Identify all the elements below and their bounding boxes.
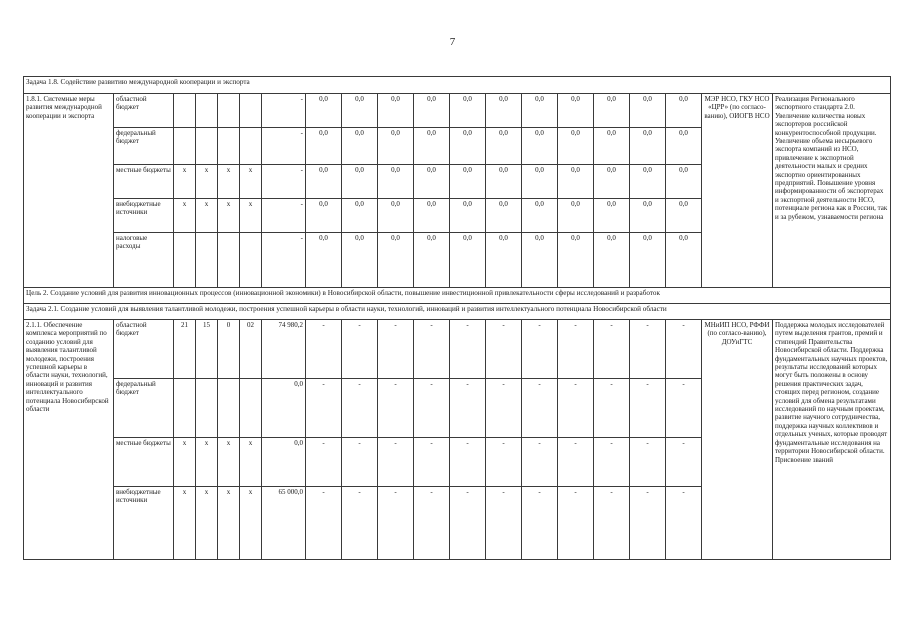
total-cell: -: [262, 128, 306, 165]
year-value-cell: -: [522, 487, 558, 560]
year-value-cell: 0,0: [558, 128, 594, 165]
budget-code-cell: [240, 233, 262, 288]
year-value-cell: 0,0: [594, 233, 630, 288]
year-value-cell: 0,0: [306, 128, 342, 165]
program-table: [23, 76, 891, 560]
table-row: [24, 320, 891, 379]
budget-code-cell: x: [218, 438, 240, 487]
year-value-cell: -: [630, 487, 666, 560]
year-value-cell: 0,0: [594, 199, 630, 233]
page-number: 7: [449, 36, 456, 48]
year-value-cell: 0,0: [450, 94, 486, 128]
year-value-cell: -: [306, 487, 342, 560]
year-value-cell: -: [558, 379, 594, 438]
year-value-cell: 0,0: [378, 94, 414, 128]
task-heading: Задача 1.8. Содействие развитию международной кооперации и экспорта: [24, 77, 891, 94]
year-value-cell: 0,0: [378, 165, 414, 199]
year-value-cell: 0,0: [378, 128, 414, 165]
budget-code-cell: x: [196, 487, 218, 560]
year-value-cell: -: [522, 438, 558, 487]
year-value-cell: 0,0: [414, 128, 450, 165]
year-value-cell: 0,0: [450, 165, 486, 199]
year-value-cell: -: [594, 379, 630, 438]
year-value-cell: -: [342, 438, 378, 487]
year-value-cell: 0,0: [342, 233, 378, 288]
budget-code-cell: x: [174, 438, 196, 487]
year-value-cell: 0,0: [522, 233, 558, 288]
year-value-cell: 0,0: [306, 199, 342, 233]
year-value-cell: 0,0: [558, 233, 594, 288]
year-value-cell: 0,0: [666, 94, 702, 128]
budget-code-cell: x: [240, 438, 262, 487]
year-value-cell: 0,0: [486, 94, 522, 128]
year-value-cell: 0,0: [630, 233, 666, 288]
budget-code-cell: x: [174, 487, 196, 560]
year-value-cell: -: [486, 487, 522, 560]
year-value-cell: -: [486, 379, 522, 438]
budget-code-cell: [240, 379, 262, 438]
year-value-cell: -: [450, 487, 486, 560]
budget-code-cell: 02: [240, 320, 262, 379]
budget-code-cell: [240, 128, 262, 165]
year-value-cell: -: [522, 320, 558, 379]
year-value-cell: -: [306, 379, 342, 438]
budget-code-cell: [174, 233, 196, 288]
task-heading-row: [24, 304, 891, 320]
year-value-cell: 0,0: [450, 128, 486, 165]
budget-code-cell: 21: [174, 320, 196, 379]
total-cell: 0,0: [262, 379, 306, 438]
measure-name: 1.8.1. Системные меры развития международной кооперации и экспорта: [24, 94, 114, 288]
year-value-cell: 0,0: [558, 165, 594, 199]
budget-code-cell: [196, 94, 218, 128]
year-value-cell: -: [558, 320, 594, 379]
year-value-cell: 0,0: [486, 199, 522, 233]
year-value-cell: 0,0: [594, 94, 630, 128]
year-value-cell: -: [450, 379, 486, 438]
expected-result-cell: Реализация Регионального экспортного стандарта 2.0. Увеличение количества новых экспортеров российской конкурентоспособной продукции. Увеличение объема несырьевого экспорта компаний из НСО, привлечение к экспортной деятельности малых и средних экспортно ориентированных предприятий. Повышение уровня информированности об экспортерах и экспортной деятельности НСО, потенциале региона как в России, так и за рубежом, узнаваемости региона: [773, 94, 891, 288]
budget-code-cell: x: [240, 165, 262, 199]
measure-name: 2.1.1. Обеспечение комплекса мероприятий по созданию условий для выявления талантливой молодежи, построения успешной карьеры в области науки, технологий, инноваций и развития интеллектуального потенциала Новосибирской области: [24, 320, 114, 560]
year-value-cell: -: [630, 320, 666, 379]
budget-code-cell: x: [240, 199, 262, 233]
funding-source: местные бюджеты: [114, 165, 174, 199]
expected-result-cell: Поддержка молодых исследователей путем выделения грантов, премий и стипендий Правительства Новосибирской области. Поддержка фундаментальных научных проектов, результаты исследований которых могут быть положены в основу решения практических задач, стоящих перед регионом, создание условий для обмена результатами исследований по научным проектам, развитие научного сотрудничества, поддержка научных коллективов и отдельных ученых, которые проводят фундаментальные исследования на территории Новосибирской области. Присвоение званий: [773, 320, 891, 560]
year-value-cell: -: [630, 438, 666, 487]
total-cell: 74 980,2: [262, 320, 306, 379]
funding-source: внебюджетные источники: [114, 199, 174, 233]
year-value-cell: -: [450, 438, 486, 487]
budget-code-cell: [240, 94, 262, 128]
budget-code-cell: x: [196, 438, 218, 487]
year-value-cell: -: [594, 487, 630, 560]
year-value-cell: -: [378, 438, 414, 487]
budget-code-cell: 0: [218, 320, 240, 379]
year-value-cell: -: [558, 487, 594, 560]
funding-source: местные бюджеты: [114, 438, 174, 487]
budget-code-cell: [174, 128, 196, 165]
year-value-cell: -: [630, 379, 666, 438]
year-value-cell: 0,0: [630, 165, 666, 199]
budget-code-cell: [218, 94, 240, 128]
goal-heading-row: [24, 288, 891, 304]
year-value-cell: -: [342, 379, 378, 438]
funding-source: федеральный бюджет: [114, 128, 174, 165]
funding-source: областной бюджет: [114, 94, 174, 128]
year-value-cell: -: [414, 320, 450, 379]
budget-code-cell: [218, 128, 240, 165]
executors-cell: МНиИП НСО, РФФИ (по согласо-ванию), ДОУиГТС: [702, 320, 773, 560]
year-value-cell: 0,0: [342, 199, 378, 233]
budget-code-cell: [196, 233, 218, 288]
year-value-cell: -: [414, 438, 450, 487]
funding-source: налоговые расходы: [114, 233, 174, 288]
year-value-cell: 0,0: [306, 165, 342, 199]
budget-code-cell: x: [218, 487, 240, 560]
year-value-cell: 0,0: [630, 128, 666, 165]
total-cell: -: [262, 94, 306, 128]
year-value-cell: 0,0: [342, 94, 378, 128]
year-value-cell: -: [594, 320, 630, 379]
budget-code-cell: x: [196, 165, 218, 199]
year-value-cell: 0,0: [594, 165, 630, 199]
budget-code-cell: [218, 379, 240, 438]
goal-heading: Цель 2. Создание условий для развития инновационных процессов (инновационной экономики) в Новосибирской области, повышение инвестиционной привлекательности сферы исследований и разработок: [24, 288, 891, 304]
year-value-cell: -: [522, 379, 558, 438]
executors-cell: МЭР НСО, ГКУ НСО «ЦРР» (по согласо-ванию), ОИОГВ НСО: [702, 94, 773, 288]
year-value-cell: -: [666, 487, 702, 560]
year-value-cell: -: [306, 320, 342, 379]
year-value-cell: -: [378, 487, 414, 560]
year-value-cell: -: [378, 379, 414, 438]
year-value-cell: -: [666, 438, 702, 487]
budget-code-cell: [196, 128, 218, 165]
year-value-cell: 0,0: [630, 199, 666, 233]
year-value-cell: 0,0: [450, 199, 486, 233]
year-value-cell: 0,0: [414, 165, 450, 199]
year-value-cell: 0,0: [414, 94, 450, 128]
year-value-cell: 0,0: [522, 128, 558, 165]
total-cell: 0,0: [262, 438, 306, 487]
year-value-cell: -: [450, 320, 486, 379]
year-value-cell: 0,0: [630, 94, 666, 128]
year-value-cell: 0,0: [522, 94, 558, 128]
year-value-cell: 0,0: [666, 128, 702, 165]
year-value-cell: -: [594, 438, 630, 487]
year-value-cell: -: [666, 379, 702, 438]
year-value-cell: 0,0: [306, 94, 342, 128]
year-value-cell: -: [666, 320, 702, 379]
budget-code-cell: x: [218, 199, 240, 233]
total-cell: -: [262, 233, 306, 288]
year-value-cell: -: [342, 487, 378, 560]
budget-code-cell: x: [196, 199, 218, 233]
year-value-cell: 0,0: [666, 233, 702, 288]
task-heading-row: [24, 77, 891, 94]
funding-source: внебюджетные источники: [114, 487, 174, 560]
funding-source: федеральный бюджет: [114, 379, 174, 438]
task-heading: Задача 2.1. Создание условий для выявления талантливой молодежи, построения успешной карьеры в области науки, технологий, инноваций и развития интеллектуального потенциала Новосибирской области: [24, 304, 891, 320]
budget-code-cell: [196, 379, 218, 438]
year-value-cell: -: [486, 320, 522, 379]
year-value-cell: -: [414, 379, 450, 438]
budget-code-cell: [218, 233, 240, 288]
year-value-cell: 0,0: [342, 128, 378, 165]
year-value-cell: 0,0: [594, 128, 630, 165]
total-cell: 65 000,0: [262, 487, 306, 560]
budget-code-cell: x: [240, 487, 262, 560]
year-value-cell: 0,0: [306, 233, 342, 288]
total-cell: -: [262, 199, 306, 233]
budget-code-cell: x: [174, 199, 196, 233]
table-row: [24, 94, 891, 128]
budget-code-cell: x: [174, 165, 196, 199]
budget-code-cell: x: [218, 165, 240, 199]
year-value-cell: -: [414, 487, 450, 560]
year-value-cell: 0,0: [666, 199, 702, 233]
year-value-cell: 0,0: [414, 233, 450, 288]
year-value-cell: 0,0: [522, 199, 558, 233]
year-value-cell: 0,0: [414, 199, 450, 233]
year-value-cell: -: [378, 320, 414, 379]
year-value-cell: 0,0: [558, 94, 594, 128]
budget-code-cell: [174, 94, 196, 128]
year-value-cell: -: [342, 320, 378, 379]
year-value-cell: 0,0: [378, 233, 414, 288]
year-value-cell: 0,0: [522, 165, 558, 199]
year-value-cell: 0,0: [342, 165, 378, 199]
year-value-cell: -: [486, 438, 522, 487]
total-cell: -: [262, 165, 306, 199]
funding-source: областной бюджет: [114, 320, 174, 379]
year-value-cell: 0,0: [378, 199, 414, 233]
year-value-cell: -: [306, 438, 342, 487]
year-value-cell: 0,0: [450, 233, 486, 288]
year-value-cell: 0,0: [486, 128, 522, 165]
year-value-cell: 0,0: [666, 165, 702, 199]
budget-code-cell: 15: [196, 320, 218, 379]
year-value-cell: 0,0: [486, 233, 522, 288]
budget-code-cell: [174, 379, 196, 438]
year-value-cell: 0,0: [486, 165, 522, 199]
year-value-cell: -: [558, 438, 594, 487]
year-value-cell: 0,0: [558, 199, 594, 233]
